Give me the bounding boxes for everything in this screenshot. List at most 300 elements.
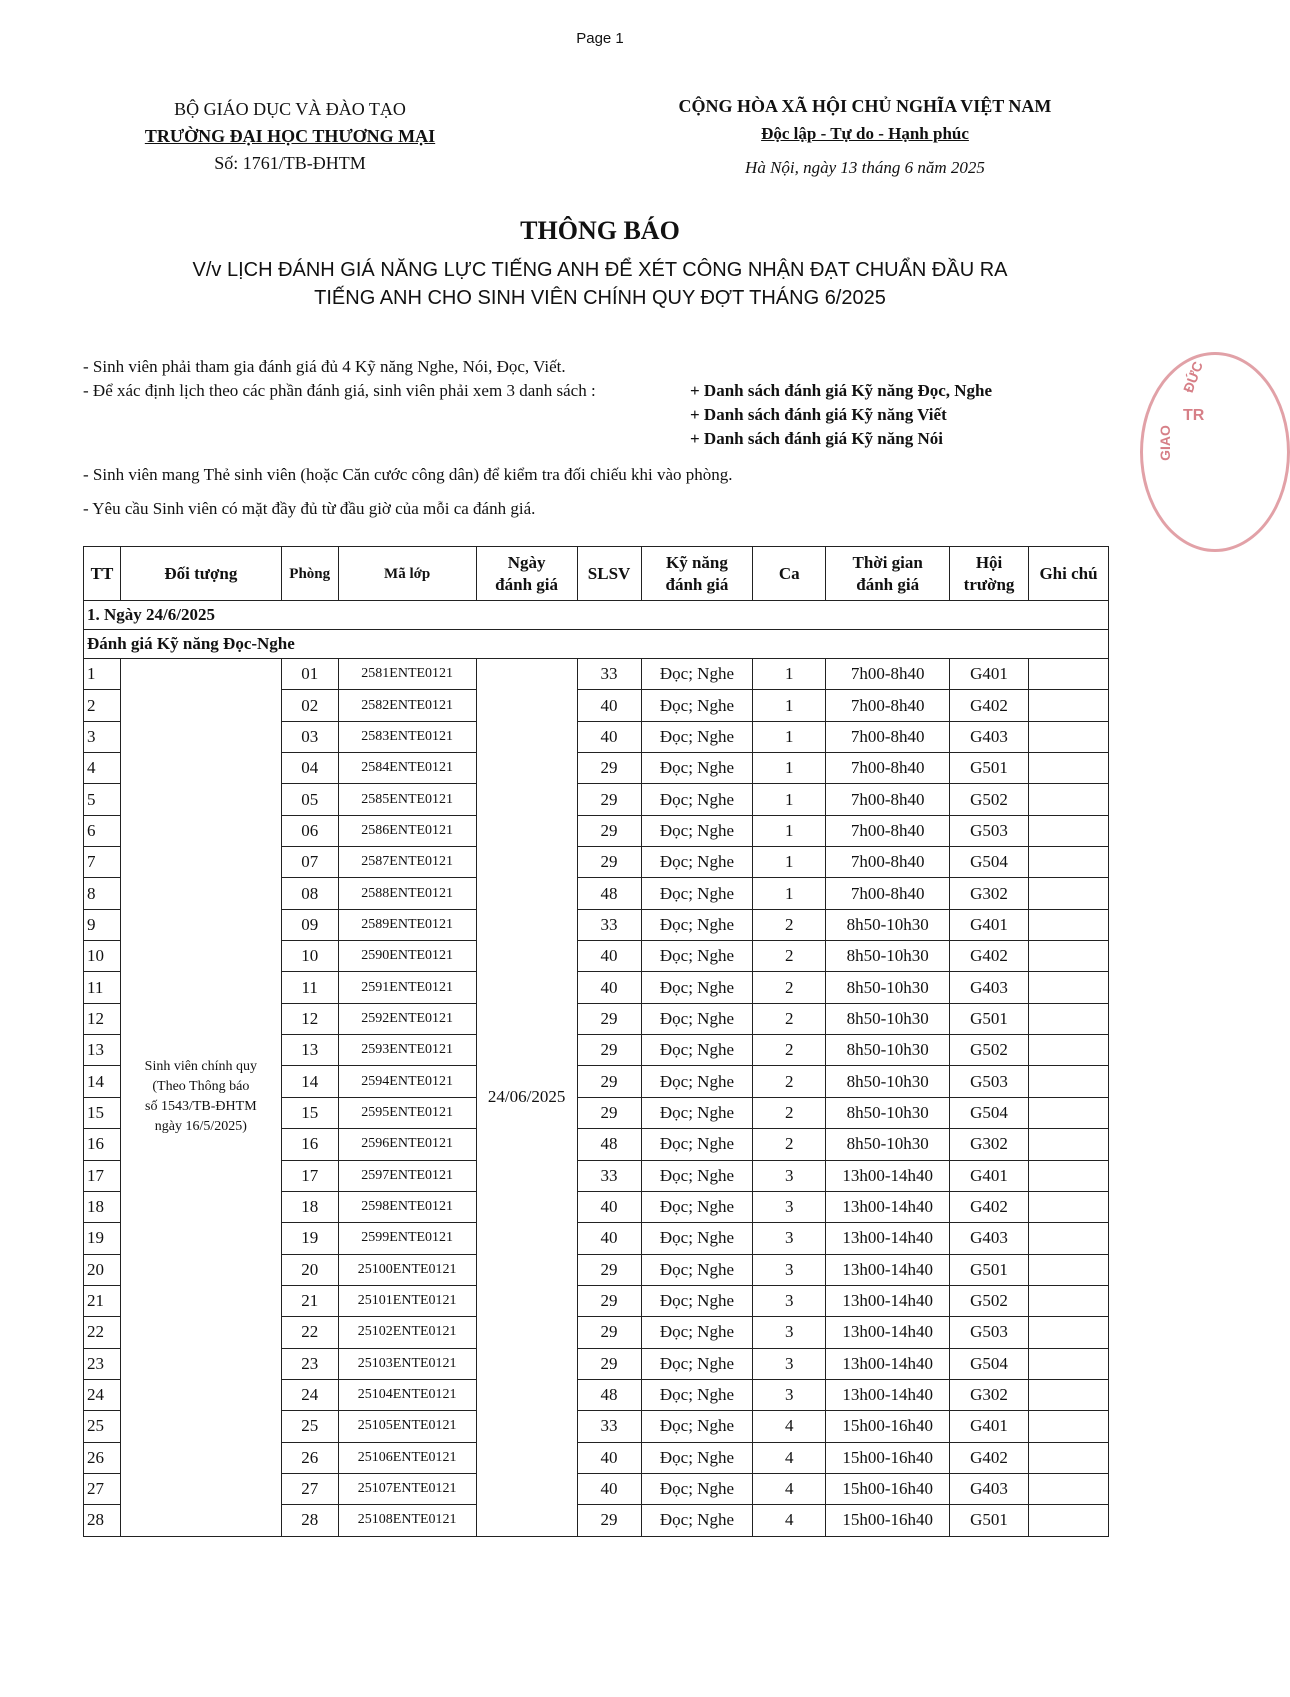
cell-hall: G504 xyxy=(950,1348,1029,1379)
cell-skill: Đọc; Nghe xyxy=(641,1254,753,1285)
cell-ca: 1 xyxy=(753,721,826,752)
cell-slsv: 29 xyxy=(577,1066,641,1097)
cell-time: 13h00-14h40 xyxy=(826,1160,950,1191)
cell-note xyxy=(1029,753,1109,784)
cell-note xyxy=(1029,1223,1109,1254)
cell-slsv: 48 xyxy=(577,1129,641,1160)
cell-room: 11 xyxy=(281,972,338,1003)
document-number: Số: 1761/TB-ĐHTM xyxy=(214,153,366,173)
cell-skill: Đọc; Nghe xyxy=(641,1317,753,1348)
header-class-code: Mã lớp xyxy=(338,547,476,601)
cell-class-code: 25106ENTE0121 xyxy=(338,1442,476,1473)
cell-skill: Đọc; Nghe xyxy=(641,878,753,909)
document-title: THÔNG BÁO xyxy=(520,216,680,245)
cell-class-code: 2594ENTE0121 xyxy=(338,1066,476,1097)
cell-ca: 1 xyxy=(753,690,826,721)
cell-ca: 2 xyxy=(753,972,826,1003)
cell-note xyxy=(1029,1411,1109,1442)
section-day-row xyxy=(84,601,1109,630)
cell-room: 04 xyxy=(281,753,338,784)
cell-room: 01 xyxy=(281,659,338,690)
cell-tt: 10 xyxy=(84,941,121,972)
cell-class-code: 25102ENTE0121 xyxy=(338,1317,476,1348)
cell-class-code: 2593ENTE0121 xyxy=(338,1035,476,1066)
cell-slsv: 40 xyxy=(577,972,641,1003)
cell-note xyxy=(1029,909,1109,940)
cell-hall: G501 xyxy=(950,1003,1029,1034)
cell-class-code: 25101ENTE0121 xyxy=(338,1285,476,1316)
cell-hall: G402 xyxy=(950,1442,1029,1473)
cell-class-code: 25103ENTE0121 xyxy=(338,1348,476,1379)
cell-class-code: 2584ENTE0121 xyxy=(338,753,476,784)
cell-ca: 3 xyxy=(753,1348,826,1379)
subject-subject-line3: số 1543/TB-ĐHTM xyxy=(145,1099,257,1115)
cell-hall: G302 xyxy=(950,878,1029,909)
cell-skill: Đọc; Nghe xyxy=(641,941,753,972)
cell-hall: G401 xyxy=(950,909,1029,940)
cell-time: 7h00-8h40 xyxy=(826,690,950,721)
table-row xyxy=(84,659,1109,690)
cell-class-code: 2595ENTE0121 xyxy=(338,1097,476,1128)
subject-subject-line1: Sinh viên chính quy xyxy=(144,1059,258,1075)
cell-skill: Đọc; Nghe xyxy=(641,1191,753,1222)
cell-time: 8h50-10h30 xyxy=(826,1003,950,1034)
cell-room: 19 xyxy=(281,1223,338,1254)
cell-time: 13h00-14h40 xyxy=(826,1317,950,1348)
cell-tt: 15 xyxy=(84,1097,121,1128)
cell-room: 22 xyxy=(281,1317,338,1348)
cell-class-code: 25105ENTE0121 xyxy=(338,1411,476,1442)
cell-room: 05 xyxy=(281,784,338,815)
cell-hall: G501 xyxy=(950,1254,1029,1285)
cell-slsv: 40 xyxy=(577,941,641,972)
cell-skill: Đọc; Nghe xyxy=(641,1473,753,1504)
cell-slsv: 33 xyxy=(577,659,641,690)
cell-note xyxy=(1029,1379,1109,1410)
cell-room: 14 xyxy=(281,1066,338,1097)
cell-hall: G302 xyxy=(950,1379,1029,1410)
cell-tt: 19 xyxy=(84,1223,121,1254)
cell-ca: 1 xyxy=(753,815,826,846)
cell-slsv: 29 xyxy=(577,1097,641,1128)
cell-tt: 6 xyxy=(84,815,121,846)
cell-class-code: 2592ENTE0121 xyxy=(338,1003,476,1034)
cell-time: 15h00-16h40 xyxy=(826,1442,950,1473)
cell-hall: G503 xyxy=(950,815,1029,846)
cell-hall: G501 xyxy=(950,753,1029,784)
cell-note xyxy=(1029,1097,1109,1128)
cell-time: 13h00-14h40 xyxy=(826,1379,950,1410)
cell-class-code: 2589ENTE0121 xyxy=(338,909,476,940)
cell-tt: 22 xyxy=(84,1317,121,1348)
cell-time: 8h50-10h30 xyxy=(826,1066,950,1097)
cell-tt: 21 xyxy=(84,1285,121,1316)
cell-ca: 3 xyxy=(753,1223,826,1254)
header-time: Thời gian đánh giá xyxy=(826,547,950,601)
cell-time: 7h00-8h40 xyxy=(826,815,950,846)
cell-tt: 2 xyxy=(84,690,121,721)
cell-skill: Đọc; Nghe xyxy=(641,1348,753,1379)
cell-ca: 4 xyxy=(753,1442,826,1473)
cell-class-code: 25100ENTE0121 xyxy=(338,1254,476,1285)
official-seal xyxy=(1140,352,1290,552)
cell-slsv: 29 xyxy=(577,815,641,846)
cell-slsv: 40 xyxy=(577,1223,641,1254)
cell-skill: Đọc; Nghe xyxy=(641,1505,753,1536)
cell-hall: G402 xyxy=(950,690,1029,721)
subtitle-line-1: V/v LỊCH ĐÁNH GIÁ NĂNG LỰC TIẾNG ANH ĐỂ XÉT CÔNG NHẬN ĐẠT CHUẨN ĐẦU RA xyxy=(192,259,1008,281)
cell-tt: 11 xyxy=(84,972,121,1003)
cell-time: 15h00-16h40 xyxy=(826,1505,950,1536)
cell-note xyxy=(1029,659,1109,690)
list-reading-listening: + Danh sách đánh giá Kỹ năng Đọc, Nghe xyxy=(690,381,993,400)
cell-ca: 2 xyxy=(753,1129,826,1160)
cell-slsv: 33 xyxy=(577,909,641,940)
cell-note xyxy=(1029,1003,1109,1034)
cell-tt: 24 xyxy=(84,1379,121,1410)
subject-subject-line2: (Theo Thông báo xyxy=(152,1079,250,1095)
cell-ca: 2 xyxy=(753,1003,826,1034)
cell-slsv: 40 xyxy=(577,1473,641,1504)
cell-skill: Đọc; Nghe xyxy=(641,1097,753,1128)
cell-hall: G502 xyxy=(950,1035,1029,1066)
cell-slsv: 48 xyxy=(577,1379,641,1410)
cell-room: 23 xyxy=(281,1348,338,1379)
cell-skill: Đọc; Nghe xyxy=(641,1442,753,1473)
cell-hall: G403 xyxy=(950,721,1029,752)
cell-time: 7h00-8h40 xyxy=(826,721,950,752)
cell-note xyxy=(1029,972,1109,1003)
cell-time: 7h00-8h40 xyxy=(826,784,950,815)
seal-text-top: ĐỨC xyxy=(1179,359,1206,395)
cell-hall: G501 xyxy=(950,1505,1029,1536)
cell-time: 7h00-8h40 xyxy=(826,878,950,909)
cell-class-code: 25108ENTE0121 xyxy=(338,1505,476,1536)
cell-class-code: 2582ENTE0121 xyxy=(338,690,476,721)
cell-class-code: 2587ENTE0121 xyxy=(338,847,476,878)
cell-room: 21 xyxy=(281,1285,338,1316)
cell-tt: 7 xyxy=(84,847,121,878)
cell-class-code: 2586ENTE0121 xyxy=(338,815,476,846)
header-right xyxy=(640,92,1090,182)
cell-hall: G403 xyxy=(950,972,1029,1003)
cell-ca: 3 xyxy=(753,1160,826,1191)
republic-name: CỘNG HÒA XÃ HỘI CHỦ NGHĨA VIỆT NAM xyxy=(678,96,1052,116)
cell-room: 02 xyxy=(281,690,338,721)
cell-skill: Đọc; Nghe xyxy=(641,1003,753,1034)
cell-skill: Đọc; Nghe xyxy=(641,753,753,784)
ministry-name: BỘ GIÁO DỤC VÀ ĐÀO TẠO xyxy=(174,99,406,119)
cell-class-code: 25107ENTE0121 xyxy=(338,1473,476,1504)
cell-skill: Đọc; Nghe xyxy=(641,1379,753,1410)
cell-tt: 28 xyxy=(84,1505,121,1536)
schedule-table xyxy=(83,546,1109,1537)
cell-hall: G401 xyxy=(950,659,1029,690)
cell-skill: Đọc; Nghe xyxy=(641,1285,753,1316)
cell-note xyxy=(1029,941,1109,972)
cell-hall: G504 xyxy=(950,847,1029,878)
cell-ca: 4 xyxy=(753,1505,826,1536)
cell-tt: 1 xyxy=(84,659,121,690)
table-header-row xyxy=(84,547,1109,601)
cell-room: 09 xyxy=(281,909,338,940)
cell-room: 25 xyxy=(281,1411,338,1442)
cell-note xyxy=(1029,1254,1109,1285)
cell-hall: G502 xyxy=(950,784,1029,815)
cell-hall: G401 xyxy=(950,1411,1029,1442)
cell-tt: 23 xyxy=(84,1348,121,1379)
cell-ca: 2 xyxy=(753,1097,826,1128)
cell-class-code: 2590ENTE0121 xyxy=(338,941,476,972)
cell-ca: 1 xyxy=(753,784,826,815)
cell-hall: G302 xyxy=(950,1129,1029,1160)
cell-ca: 1 xyxy=(753,847,826,878)
cell-time: 8h50-10h30 xyxy=(826,1097,950,1128)
cell-note xyxy=(1029,815,1109,846)
cell-slsv: 40 xyxy=(577,690,641,721)
cell-class-code: 2598ENTE0121 xyxy=(338,1191,476,1222)
cell-tt: 14 xyxy=(84,1066,121,1097)
instruction-3: - Sinh viên mang Thẻ sinh viên (hoặc Căn cước công dân) để kiểm tra đối chiếu khi vào phòng. xyxy=(83,465,733,484)
cell-skill: Đọc; Nghe xyxy=(641,815,753,846)
cell-tt: 9 xyxy=(84,909,121,940)
cell-time: 13h00-14h40 xyxy=(826,1191,950,1222)
cell-note xyxy=(1029,1317,1109,1348)
cell-class-code: 2599ENTE0121 xyxy=(338,1223,476,1254)
cell-time: 8h50-10h30 xyxy=(826,909,950,940)
cell-class-code: 2581ENTE0121 xyxy=(338,659,476,690)
cell-room: 16 xyxy=(281,1129,338,1160)
cell-room: 10 xyxy=(281,941,338,972)
cell-room: 17 xyxy=(281,1160,338,1191)
cell-tt: 4 xyxy=(84,753,121,784)
national-motto: Độc lập - Tự do - Hạnh phúc xyxy=(761,124,969,143)
cell-time: 15h00-16h40 xyxy=(826,1411,950,1442)
cell-note xyxy=(1029,1160,1109,1191)
cell-skill: Đọc; Nghe xyxy=(641,721,753,752)
cell-ca: 4 xyxy=(753,1473,826,1504)
cell-note xyxy=(1029,878,1109,909)
cell-room: 27 xyxy=(281,1473,338,1504)
cell-time: 13h00-14h40 xyxy=(826,1223,950,1254)
cell-slsv: 29 xyxy=(577,1348,641,1379)
cell-exam-date: 24/06/2025 xyxy=(476,659,577,1537)
cell-skill: Đọc; Nghe xyxy=(641,659,753,690)
cell-note xyxy=(1029,847,1109,878)
subject-subject-line4: ngày 16/5/2025) xyxy=(154,1119,247,1135)
cell-slsv: 40 xyxy=(577,721,641,752)
cell-skill: Đọc; Nghe xyxy=(641,1223,753,1254)
cell-ca: 2 xyxy=(753,941,826,972)
cell-hall: G403 xyxy=(950,1473,1029,1504)
section-skill-row xyxy=(84,630,1109,659)
cell-note xyxy=(1029,784,1109,815)
cell-ca: 3 xyxy=(753,1254,826,1285)
cell-time: 7h00-8h40 xyxy=(826,753,950,784)
cell-class-code: 2591ENTE0121 xyxy=(338,972,476,1003)
cell-note xyxy=(1029,1035,1109,1066)
cell-time: 13h00-14h40 xyxy=(826,1348,950,1379)
cell-tt: 18 xyxy=(84,1191,121,1222)
cell-skill: Đọc; Nghe xyxy=(641,847,753,878)
cell-skill: Đọc; Nghe xyxy=(641,1129,753,1160)
cell-skill: Đọc; Nghe xyxy=(641,784,753,815)
cell-note xyxy=(1029,1473,1109,1504)
cell-hall: G403 xyxy=(950,1223,1029,1254)
cell-hall: G402 xyxy=(950,941,1029,972)
cell-ca: 2 xyxy=(753,909,826,940)
cell-room: 28 xyxy=(281,1505,338,1536)
cell-time: 8h50-10h30 xyxy=(826,941,950,972)
cell-tt: 13 xyxy=(84,1035,121,1066)
cell-hall: G503 xyxy=(950,1066,1029,1097)
cell-room: 18 xyxy=(281,1191,338,1222)
instruction-1: - Sinh viên phải tham gia đánh giá đủ 4 Kỹ năng Nghe, Nói, Đọc, Viết. xyxy=(83,357,566,376)
section-skill: Đánh giá Kỹ năng Đọc-Nghe xyxy=(84,630,1109,659)
cell-room: 12 xyxy=(281,1003,338,1034)
cell-tt: 16 xyxy=(84,1129,121,1160)
header-skill: Kỹ năng đánh giá xyxy=(641,547,753,601)
document-subtitle xyxy=(0,256,1200,312)
cell-ca: 3 xyxy=(753,1191,826,1222)
seal-text-right: TR xyxy=(1183,407,1205,424)
cell-slsv: 29 xyxy=(577,753,641,784)
cell-tt: 3 xyxy=(84,721,121,752)
header-date: Ngày đánh giá xyxy=(476,547,577,601)
cell-ca: 2 xyxy=(753,1035,826,1066)
cell-note xyxy=(1029,1285,1109,1316)
cell-room: 24 xyxy=(281,1379,338,1410)
cell-slsv: 29 xyxy=(577,847,641,878)
subtitle-line-2: TIẾNG ANH CHO SINH VIÊN CHÍNH QUY ĐỢT THÁNG 6/2025 xyxy=(314,287,886,309)
cell-ca: 3 xyxy=(753,1285,826,1316)
cell-hall: G502 xyxy=(950,1285,1029,1316)
cell-note xyxy=(1029,1348,1109,1379)
cell-slsv: 29 xyxy=(577,1505,641,1536)
cell-class-code: 2596ENTE0121 xyxy=(338,1129,476,1160)
cell-time: 7h00-8h40 xyxy=(826,847,950,878)
cell-class-code: 2583ENTE0121 xyxy=(338,721,476,752)
cell-ca: 2 xyxy=(753,1066,826,1097)
cell-note xyxy=(1029,721,1109,752)
cell-time: 15h00-16h40 xyxy=(826,1473,950,1504)
cell-time: 13h00-14h40 xyxy=(826,1285,950,1316)
cell-hall: G504 xyxy=(950,1097,1029,1128)
cell-ca: 1 xyxy=(753,878,826,909)
cell-time: 13h00-14h40 xyxy=(826,1254,950,1285)
cell-skill: Đọc; Nghe xyxy=(641,1035,753,1066)
header-room: Phòng xyxy=(281,547,338,601)
cell-time: 8h50-10h30 xyxy=(826,972,950,1003)
cell-slsv: 33 xyxy=(577,1411,641,1442)
header-slsv: SLSV xyxy=(577,547,641,601)
header-left xyxy=(100,96,480,177)
issue-date: Hà Nội, ngày 13 tháng 6 năm 2025 xyxy=(745,158,985,177)
cell-ca: 3 xyxy=(753,1379,826,1410)
cell-tt: 26 xyxy=(84,1442,121,1473)
cell-room: 26 xyxy=(281,1442,338,1473)
instruction-2 xyxy=(83,379,1103,403)
cell-note xyxy=(1029,1191,1109,1222)
cell-note xyxy=(1029,1505,1109,1536)
cell-tt: 20 xyxy=(84,1254,121,1285)
cell-slsv: 40 xyxy=(577,1442,641,1473)
cell-note xyxy=(1029,1129,1109,1160)
cell-ca: 1 xyxy=(753,659,826,690)
cell-skill: Đọc; Nghe xyxy=(641,690,753,721)
cell-time: 7h00-8h40 xyxy=(826,659,950,690)
cell-slsv: 29 xyxy=(577,1285,641,1316)
cell-slsv: 29 xyxy=(577,1254,641,1285)
cell-room: 08 xyxy=(281,878,338,909)
cell-skill: Đọc; Nghe xyxy=(641,972,753,1003)
school-name: TRƯỜNG ĐẠI HỌC THƯƠNG MẠI xyxy=(144,126,436,146)
cell-skill: Đọc; Nghe xyxy=(641,1066,753,1097)
list-writing: + Danh sách đánh giá Kỹ năng Viết xyxy=(690,405,947,424)
cell-skill: Đọc; Nghe xyxy=(641,1411,753,1442)
page-label: Page 1 xyxy=(576,30,624,47)
cell-slsv: 29 xyxy=(577,784,641,815)
header-note: Ghi chú xyxy=(1029,547,1109,601)
cell-room: 07 xyxy=(281,847,338,878)
cell-note xyxy=(1029,690,1109,721)
cell-ca: 3 xyxy=(753,1317,826,1348)
cell-slsv: 40 xyxy=(577,1191,641,1222)
cell-class-code: 25104ENTE0121 xyxy=(338,1379,476,1410)
header-ca: Ca xyxy=(753,547,826,601)
cell-time: 8h50-10h30 xyxy=(826,1035,950,1066)
cell-hall: G402 xyxy=(950,1191,1029,1222)
cell-class-code: 2597ENTE0121 xyxy=(338,1160,476,1191)
cell-room: 15 xyxy=(281,1097,338,1128)
cell-tt: 8 xyxy=(84,878,121,909)
instructions xyxy=(83,355,1103,521)
cell-room: 13 xyxy=(281,1035,338,1066)
cell-tt: 27 xyxy=(84,1473,121,1504)
cell-slsv: 29 xyxy=(577,1035,641,1066)
cell-subject xyxy=(120,659,281,1537)
section-day: 1. Ngày 24/6/2025 xyxy=(84,601,1109,630)
cell-note xyxy=(1029,1442,1109,1473)
cell-slsv: 33 xyxy=(577,1160,641,1191)
header-hall: Hội trường xyxy=(950,547,1029,601)
cell-ca: 4 xyxy=(753,1411,826,1442)
cell-slsv: 29 xyxy=(577,1317,641,1348)
cell-hall: G503 xyxy=(950,1317,1029,1348)
cell-time: 8h50-10h30 xyxy=(826,1129,950,1160)
cell-note xyxy=(1029,1066,1109,1097)
cell-tt: 12 xyxy=(84,1003,121,1034)
cell-hall: G401 xyxy=(950,1160,1029,1191)
cell-ca: 1 xyxy=(753,753,826,784)
cell-room: 06 xyxy=(281,815,338,846)
header-tt: TT xyxy=(84,547,121,601)
cell-skill: Đọc; Nghe xyxy=(641,1160,753,1191)
seal-text-left: GIAO xyxy=(1156,425,1173,461)
cell-room: 20 xyxy=(281,1254,338,1285)
cell-class-code: 2585ENTE0121 xyxy=(338,784,476,815)
cell-slsv: 48 xyxy=(577,878,641,909)
header-subject: Đối tượng xyxy=(120,547,281,601)
instruction-4: - Yêu cầu Sinh viên có mặt đầy đủ từ đầu giờ của mỗi ca đánh giá. xyxy=(83,499,536,518)
cell-slsv: 29 xyxy=(577,1003,641,1034)
cell-tt: 17 xyxy=(84,1160,121,1191)
cell-tt: 5 xyxy=(84,784,121,815)
cell-tt: 25 xyxy=(84,1411,121,1442)
cell-class-code: 2588ENTE0121 xyxy=(338,878,476,909)
cell-room: 03 xyxy=(281,721,338,752)
list-speaking: + Danh sách đánh giá Kỹ năng Nói xyxy=(690,429,943,448)
